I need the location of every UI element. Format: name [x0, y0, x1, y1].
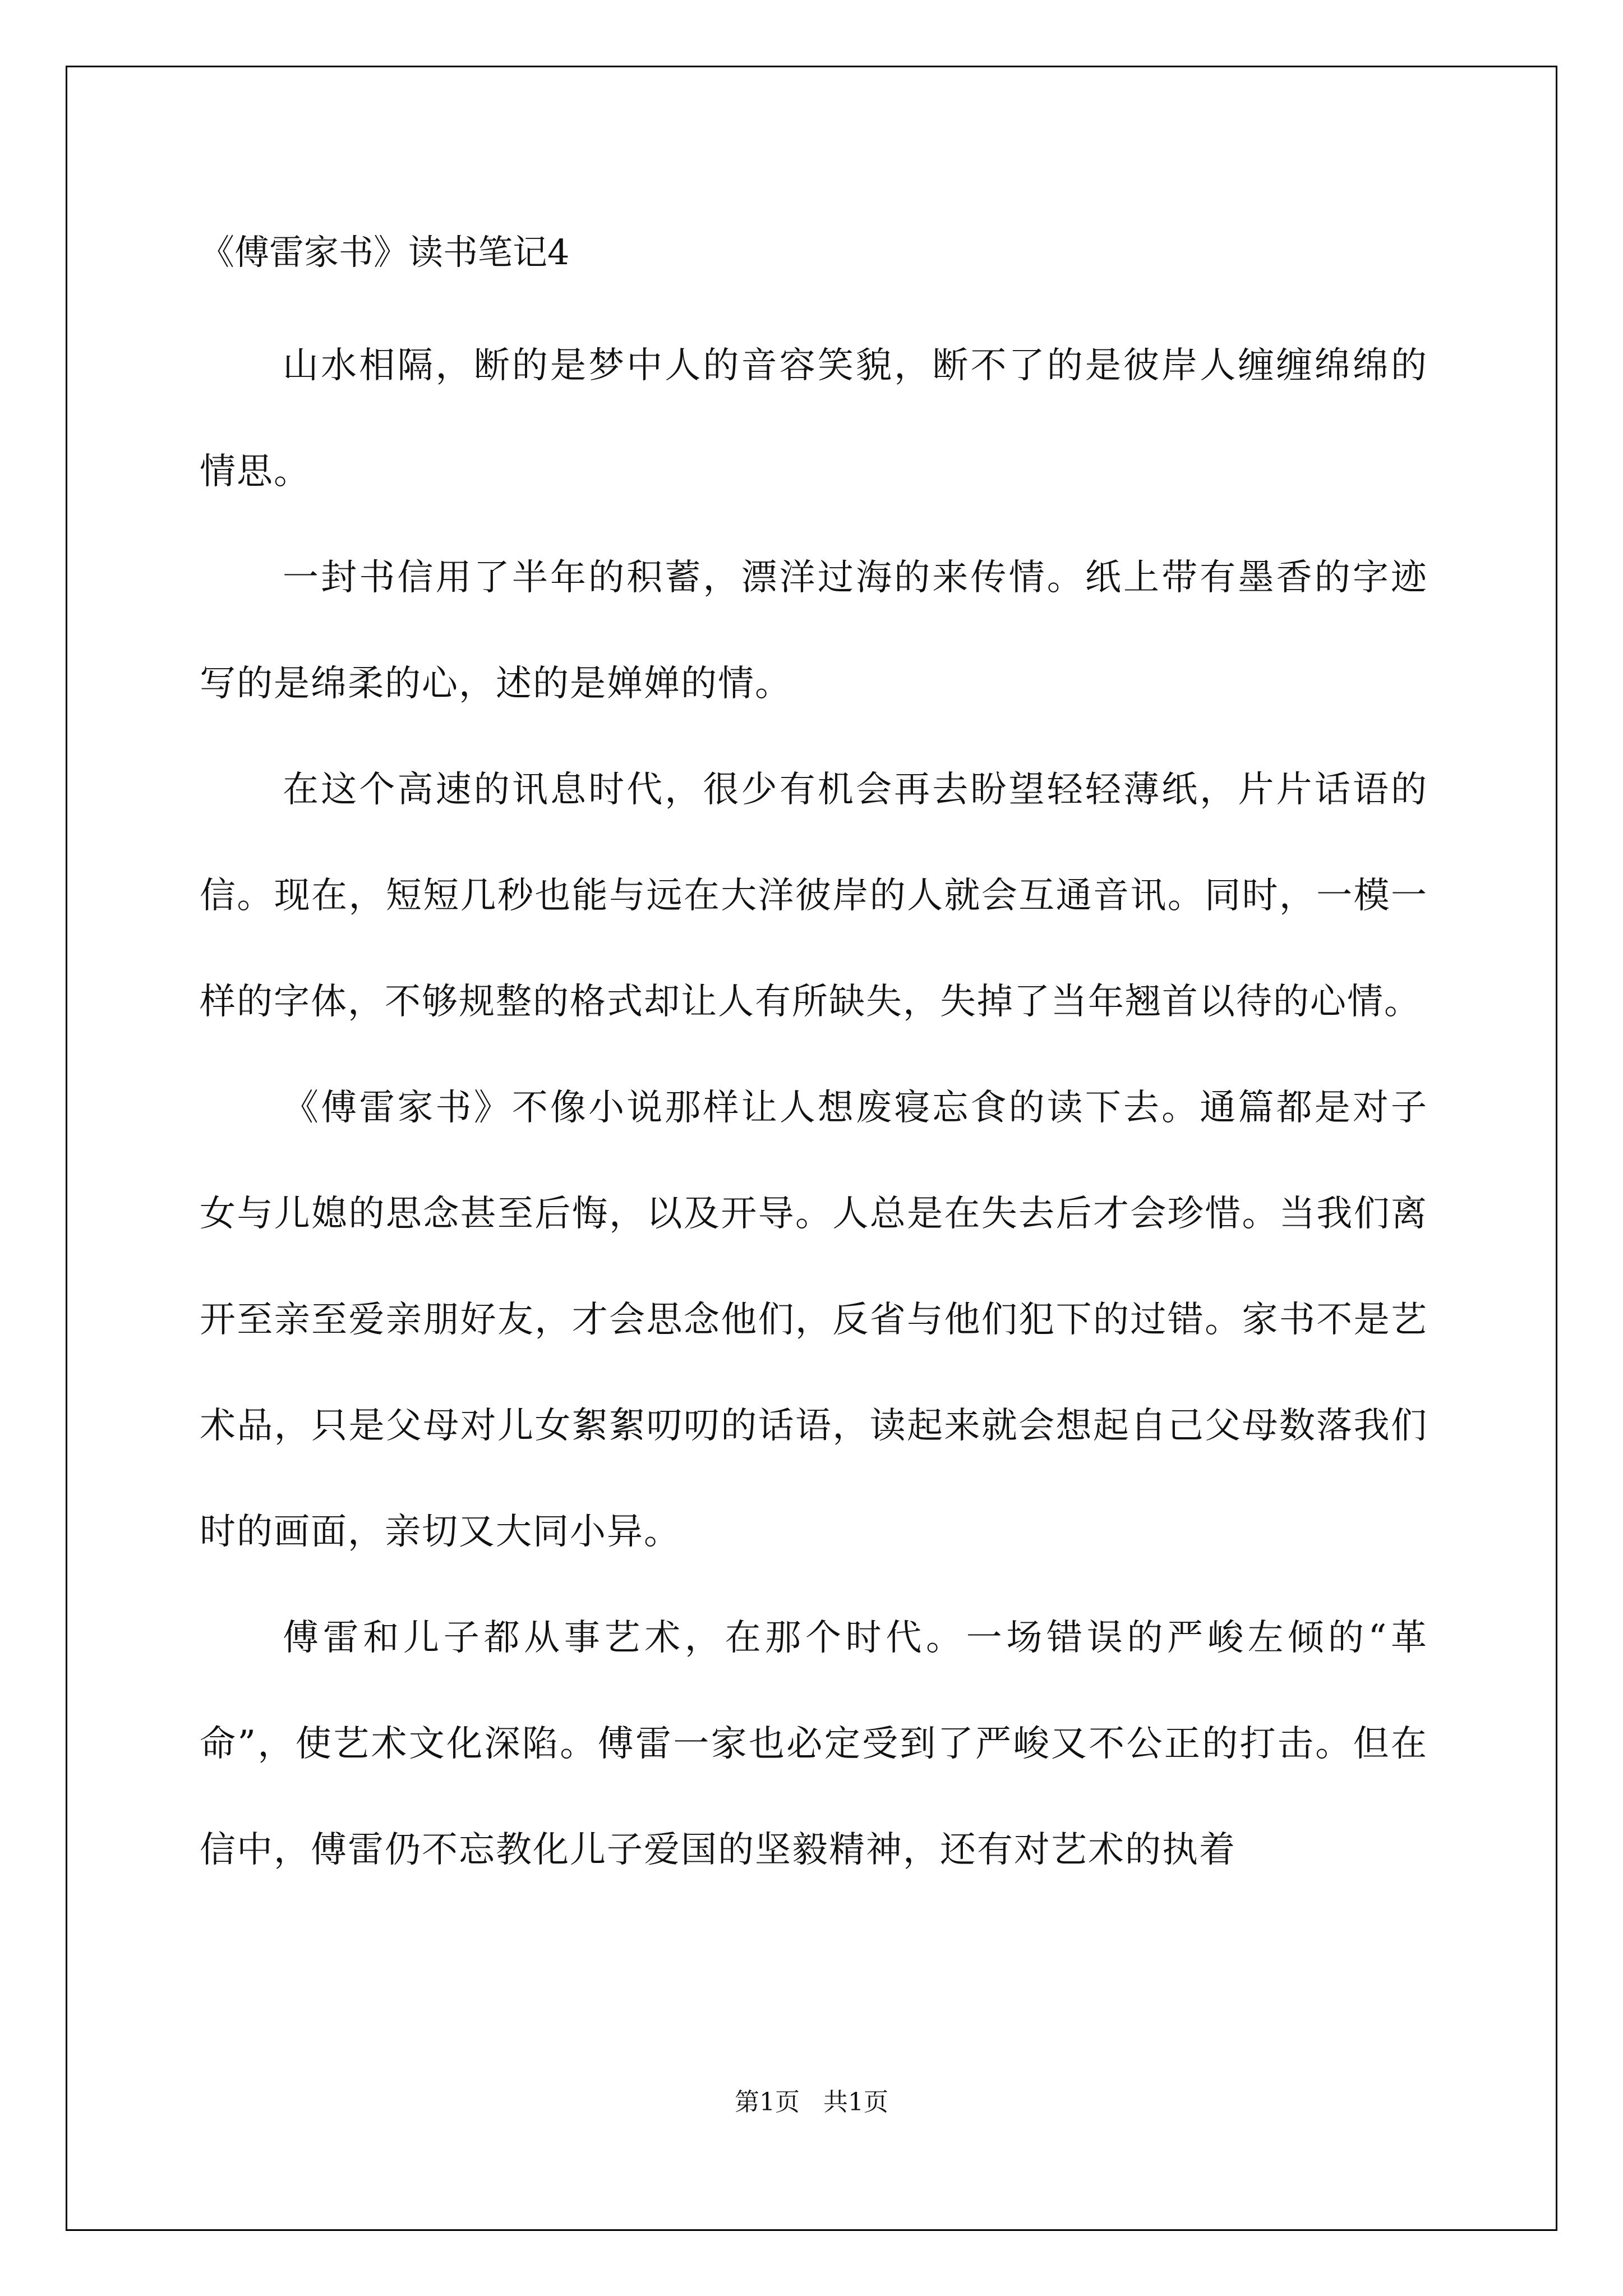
paragraph-1: 山水相隔，断的是梦中人的音容笑貌，断不了的是彼岸人缠缠绵绵的情思。 — [200, 345, 1428, 493]
paragraph-4: 《傅雷家书》不像小说那样让人想废寝忘食的读下去。通篇都是对子女与儿媳的思念甚至后悔，以及开导。人总是在失去后才会珍惜。当我们离开至亲至爱亲朋好友，才会思念他们，反省与他们犯下的过错。家书不是艺术品，只是父母对儿女絮絮叨叨的话语，读起来就会想起自己父母数落我们时的画面，亲切又大同小异。 — [200, 1087, 1428, 1553]
paragraph-5: 傅雷和儿子都从事艺术，在那个时代。一场错误的严峻左倾的“革命”，使艺术文化深陷。傅雷一家也必定受到了严峻又不公正的打击。但在信中，傅雷仍不忘教化儿子爱国的坚毅精神，还有对艺术的执着 — [200, 1617, 1428, 1871]
paragraph-3: 在这个高速的讯息时代，很少有机会再去盼望轻轻薄纸，片片话语的信。现在，短短几秒也能与远在大洋彼岸的人就会互通音讯。同时，一模一样的字体，不够规整的格式却让人有所缺失，失掉了当年翘首以待的心情。 — [200, 769, 1428, 1023]
document-body — [200, 213, 1428, 1903]
page-number-footer: 第1页 共1页 — [735, 2088, 888, 2116]
document-title: 《傅雷家书》读书笔记4 — [200, 232, 570, 273]
paragraph-2: 一封书信用了半年的积蓄，漂洋过海的来传情。纸上带有墨香的字迹写的是绵柔的心，述的是婵婵的情。 — [200, 557, 1428, 705]
